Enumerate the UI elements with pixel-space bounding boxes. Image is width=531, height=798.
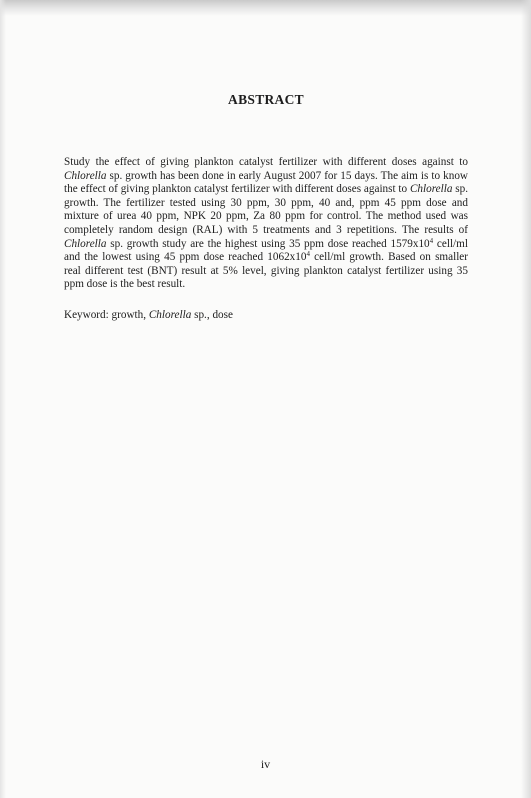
species-name: Chlorella [64, 237, 107, 250]
species-name: Chlorella [64, 169, 107, 182]
keywords-suffix: sp., dose [191, 308, 233, 321]
exponent: 4 [429, 236, 434, 245]
scan-shadow-left [0, 0, 6, 798]
abstract-text: cell/ml and the lowest using 45 ppm dose reached 1062x10 [64, 237, 468, 264]
page-content [64, 92, 468, 323]
keyword-species: Chlorella [148, 308, 192, 321]
abstract-text: sp. growth study are the highest using 35 ppm dose reached 1579x10 [106, 237, 430, 250]
abstract-text: sp. growth. The fertilizer tested using 30 ppm, 30 ppm, 40 and, ppm 45 ppm dose and mixture of urea 40 ppm, NPK 20 ppm, Za 80 ppm for control. The method used was completely random design (RAL) with 5 treatments and 3 repetitions. The results of [64, 183, 469, 236]
page-number: iv [260, 757, 271, 771]
species-name: Chlorella [409, 183, 453, 196]
abstract-text: Study the effect of giving plankton catalyst fertilizer with different doses against to [64, 156, 468, 168]
abstract-paragraph [64, 156, 468, 292]
scan-shadow-right [521, 0, 531, 798]
exponent: 4 [306, 250, 310, 259]
keywords-line [64, 309, 468, 323]
keywords-prefix: Keyword: growth, [64, 308, 149, 321]
abstract-text: sp. growth has been done in early August 2007 for 15 days. The aim is to know the effect of giving plankton catalyst fertilizer with different doses against to [64, 169, 468, 196]
scan-shadow-top [0, 0, 531, 16]
abstract-text: cell/ml growth. Based on smaller real different test (BNT) result at 5% level, giving plankton catalyst fertilizer using 35 ppm dose is the best result. [64, 251, 469, 291]
page-title: ABSTRACT [228, 92, 304, 107]
